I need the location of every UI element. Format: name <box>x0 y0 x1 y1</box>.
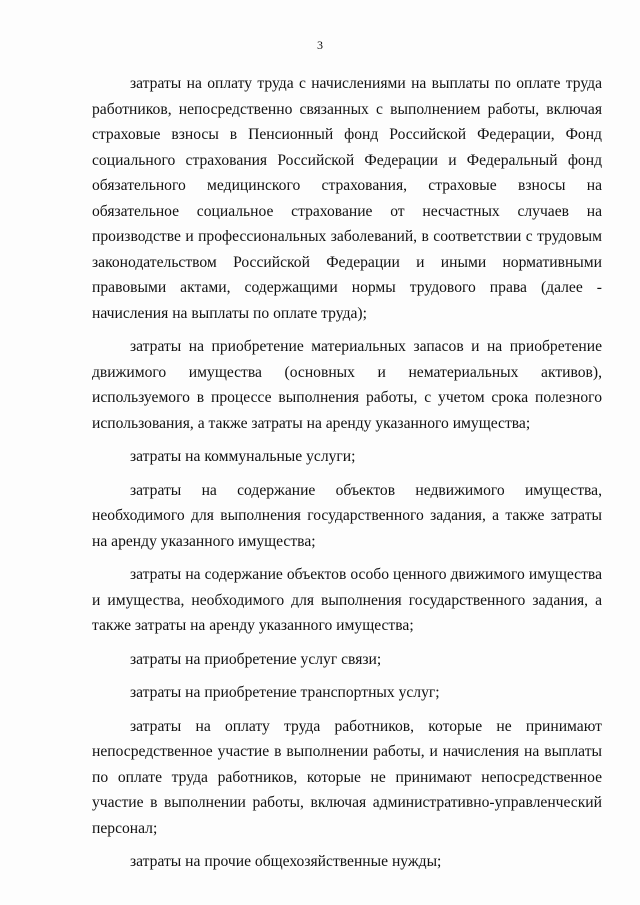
document-body <box>92 71 602 875</box>
paragraph-labor-costs: затраты на оплату труда с начислениями на выплаты по оплате труда работников, непосредственно связанных с выполнением работы, включая страховые взносы в Пенсионный фонд Российской Федерации, Фонд социального страхования Российской Федерации и Федеральный фонд обязательного медицинского страхования, страховые взносы на обязательное социальное страхование от несчастных случаев на производстве и профессиональных заболеваний, в соответствии с трудовым законодательством Российской Федерации и иными нормативными правовыми актами, содержащими нормы трудового права (далее - начисления на выплаты по оплате труда); <box>92 75 602 322</box>
paragraph-real-estate: затраты на содержание объектов недвижимого имущества, необходимого для выполнения государственного задания, а также затраты на аренду указанного имущества; <box>92 481 602 550</box>
page-number: 3 <box>317 38 323 52</box>
paragraph-valuable-property: затраты на содержание объектов особо ценного движимого имущества и имущества, необходимого для выполнения государственного задания, а также затраты на аренду указанного имущества; <box>92 566 602 634</box>
paragraph-communication: затраты на приобретение услуг связи; <box>130 650 382 668</box>
paragraph-material-costs: затраты на приобретение материальных запасов и на приобретение движимого имущества (основных и нематериальных активов), используемого в процессе выполнения работы, с учетом срока полезного использования, а также затраты на аренду указанного имущества; <box>92 338 602 432</box>
paragraph-general-needs: затраты на прочие общехозяйственные нужды; <box>130 853 442 870</box>
paragraph-admin-staff: затраты на оплату труда работников, которые не принимают непосредственное участие в выполнении работы, и начисления на выплаты по оплате труда работников, которые не принимают непосредственное участие в выполнении работы, включая административно-управленческий персонал; <box>92 717 602 837</box>
paragraph-transport: затраты на приобретение транспортных услуг; <box>130 684 440 701</box>
paragraph-utilities: затраты на коммунальные услуги; <box>130 448 356 465</box>
